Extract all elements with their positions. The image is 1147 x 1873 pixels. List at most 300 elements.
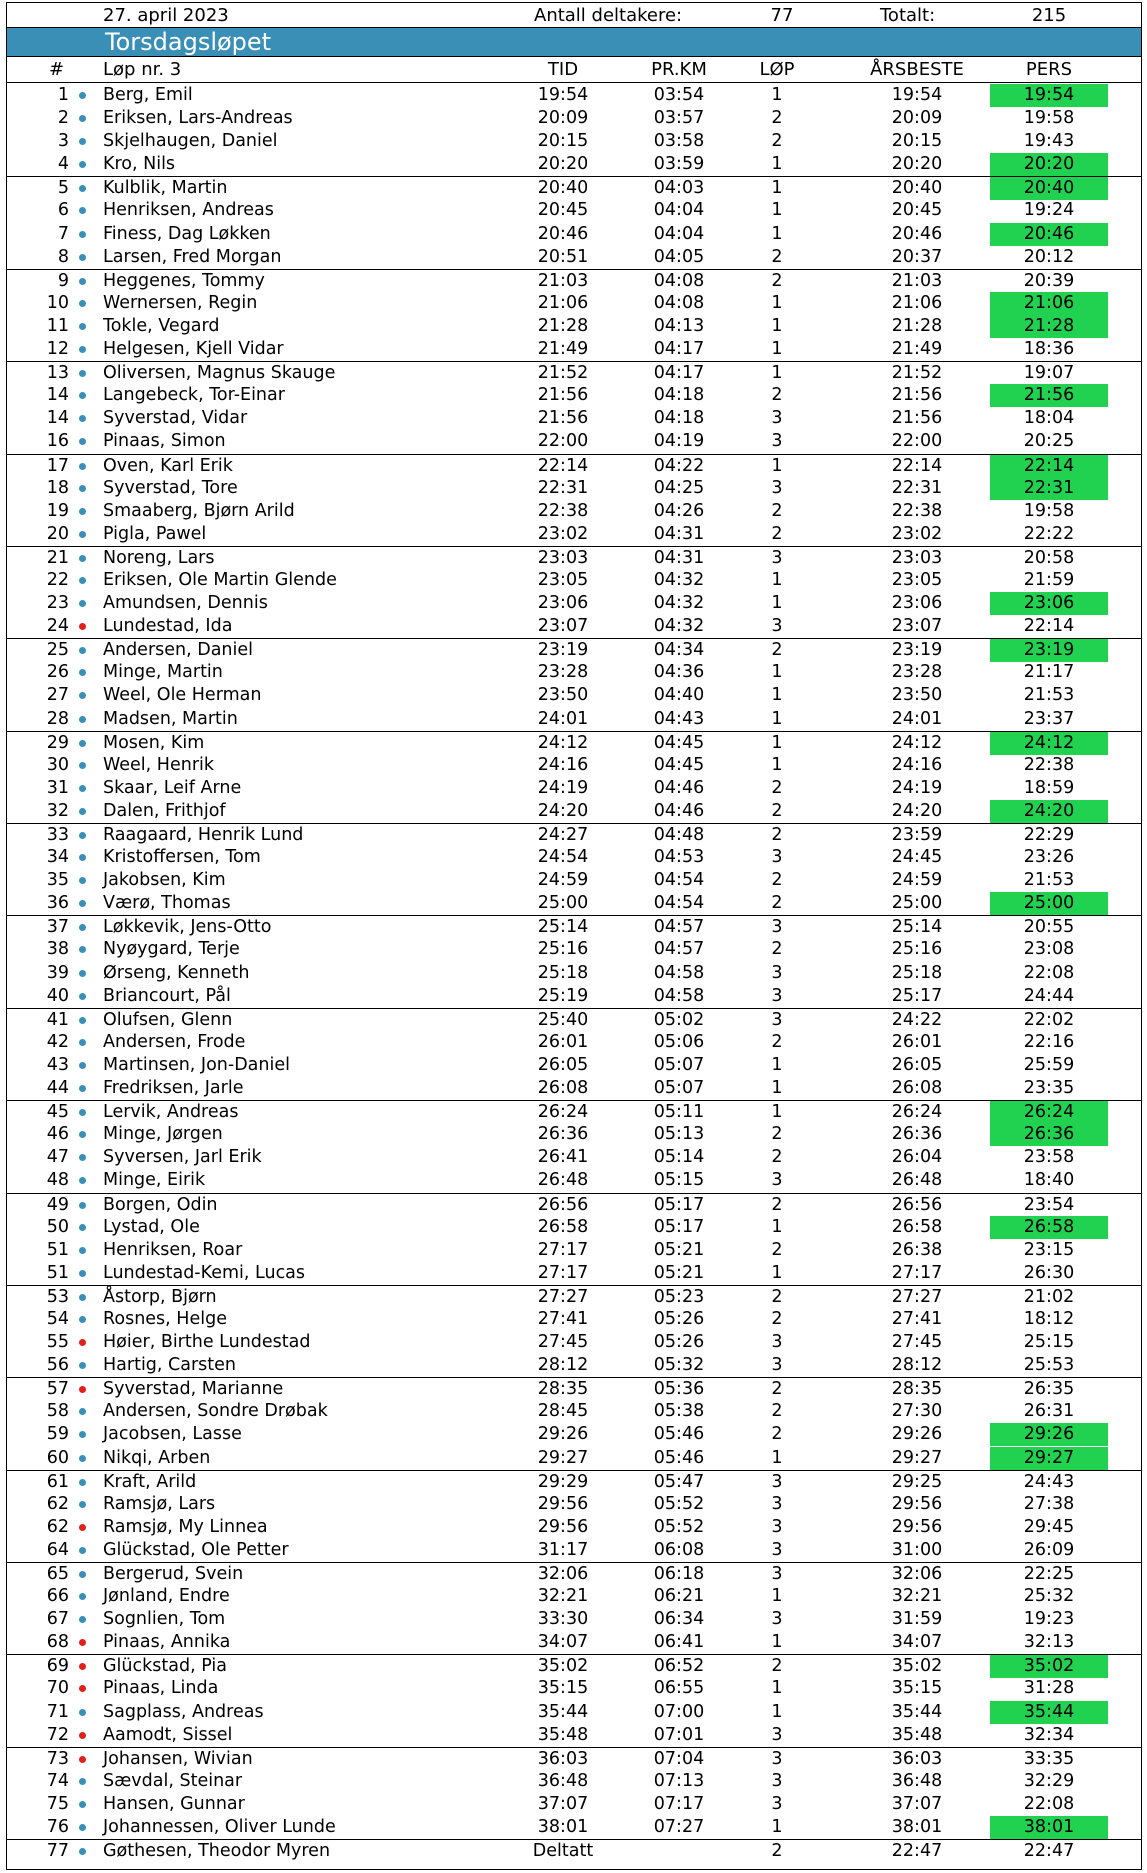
table-row: [7, 430, 1141, 453]
status-dot-icon: [79, 415, 86, 422]
season-best-cell: 24:45: [891, 847, 943, 868]
season-best-cell: 27:17: [891, 1262, 943, 1283]
time-cell: 22:31: [537, 477, 589, 498]
col-pers-header: PERS: [1025, 59, 1073, 80]
rank-cell: 22: [46, 569, 69, 590]
table-row: [7, 1654, 1141, 1677]
pace-cell: 06:08: [653, 1539, 705, 1560]
status-dot-icon: [79, 392, 86, 399]
status-dot-icon: [79, 1154, 86, 1161]
table-row: [7, 985, 1141, 1008]
rank-cell: 70: [46, 1678, 69, 1699]
page-title: Torsdagsløpet: [105, 28, 272, 56]
time-cell: 27:41: [537, 1308, 589, 1329]
time-cell: 27:17: [537, 1262, 589, 1283]
status-dot-icon: [79, 508, 86, 515]
pace-cell: 06:41: [653, 1632, 705, 1653]
season-best-cell: 29:56: [891, 1516, 943, 1537]
personal-best-cell: 26:35: [1023, 1379, 1075, 1400]
season-best-cell: 23:19: [891, 640, 943, 661]
time-cell: 20:09: [537, 108, 589, 129]
time-cell: 21:03: [537, 270, 589, 291]
personal-best-cell: 19:43: [1023, 131, 1075, 152]
lop-cell: 2: [771, 939, 783, 960]
season-best-cell: 21:56: [891, 385, 943, 406]
lop-cell: 3: [771, 1770, 783, 1791]
personal-best-cell: 19:24: [1023, 200, 1075, 221]
name-cell: Weel, Ole Herman: [103, 685, 262, 706]
name-cell: Henriksen, Andreas: [103, 200, 274, 221]
personal-best-cell: 20:55: [1023, 917, 1075, 938]
name-cell: Oliversen, Magnus Skauge: [103, 363, 336, 384]
lop-cell: 3: [771, 962, 783, 983]
season-best-cell: 29:56: [891, 1493, 943, 1514]
pace-cell: 05:11: [653, 1102, 705, 1123]
rank-cell: 67: [46, 1609, 69, 1630]
season-best-cell: 35:15: [891, 1678, 943, 1699]
name-cell: Amundsen, Dennis: [103, 593, 268, 614]
lop-cell: 1: [771, 292, 783, 313]
personal-best-cell: 24:43: [1023, 1471, 1075, 1492]
pace-cell: 04:58: [653, 962, 705, 983]
status-dot-icon: [79, 946, 86, 953]
name-cell: Lervik, Andreas: [103, 1102, 239, 1123]
lop-cell: 3: [771, 1332, 783, 1353]
rank-cell: 60: [46, 1447, 69, 1468]
table-row: [7, 1423, 1141, 1446]
season-best-cell: 25:17: [891, 985, 943, 1006]
time-cell: 21:56: [537, 408, 589, 429]
status-dot-icon: [79, 231, 86, 238]
personal-best-cell: 20:12: [1023, 246, 1075, 267]
name-cell: Andersen, Sondre Drøbak: [103, 1401, 328, 1422]
table-row: [7, 708, 1141, 731]
personal-best-cell: 21:56: [990, 384, 1108, 407]
status-dot-icon: [79, 716, 86, 723]
lop-cell: 2: [771, 131, 783, 152]
status-dot-icon: [79, 1547, 86, 1554]
personal-best-cell: 23:19: [990, 639, 1108, 662]
time-cell: 26:01: [537, 1031, 589, 1052]
pace-cell: 05:46: [653, 1424, 705, 1445]
total-count: 215: [1031, 5, 1067, 26]
status-dot-icon: [79, 970, 86, 977]
rank-cell: 27: [46, 685, 69, 706]
rank-cell: 20: [46, 523, 69, 544]
rank-cell: 10: [46, 292, 69, 313]
status-dot-icon: [79, 115, 86, 122]
pace-cell: 04:57: [653, 917, 705, 938]
lop-cell: 1: [771, 1701, 783, 1722]
status-dot-icon: [79, 254, 86, 261]
table-row: [7, 684, 1141, 707]
pace-cell: 05:32: [653, 1355, 705, 1376]
time-cell: 26:36: [537, 1124, 589, 1145]
time-cell: 23:02: [537, 523, 589, 544]
table-row: [7, 1031, 1141, 1054]
lop-cell: 1: [771, 1054, 783, 1075]
season-best-cell: 20:40: [891, 178, 943, 199]
season-best-cell: 29:27: [891, 1447, 943, 1468]
table-row: [7, 1539, 1141, 1562]
lop-cell: 1: [771, 455, 783, 476]
pace-cell: 04:48: [653, 825, 705, 845]
time-cell: 24:27: [537, 825, 589, 845]
status-dot-icon: [79, 161, 86, 168]
pace-cell: 04:54: [653, 893, 705, 914]
season-best-cell: 23:03: [891, 547, 943, 568]
rank-cell: 8: [57, 246, 69, 267]
personal-best-cell: 25:53: [1023, 1355, 1075, 1376]
status-dot-icon: [79, 531, 86, 538]
personal-best-cell: 26:31: [1023, 1401, 1075, 1422]
col-best-header: ÅRSBESTE: [870, 59, 964, 80]
table-row: [7, 1608, 1141, 1631]
status-dot-icon: [79, 438, 86, 445]
rank-cell: 30: [46, 754, 69, 775]
lop-cell: 2: [771, 1424, 783, 1445]
lop-cell: 1: [771, 662, 783, 683]
lop-cell: 2: [771, 777, 783, 798]
status-dot-icon: [79, 1709, 86, 1716]
table-row: [7, 846, 1141, 869]
rank-cell: 66: [46, 1586, 69, 1607]
season-best-cell: 32:21: [891, 1586, 943, 1607]
pace-cell: 04:32: [653, 569, 705, 590]
time-cell: 24:16: [537, 754, 589, 775]
lop-cell: 3: [771, 1564, 783, 1584]
name-cell: Raagaard, Henrik Lund: [103, 825, 304, 845]
time-cell: 23:05: [537, 569, 589, 590]
time-cell: 26:56: [537, 1194, 589, 1215]
season-best-cell: 21:49: [891, 339, 943, 360]
season-best-cell: 24:16: [891, 754, 943, 775]
time-cell: 26:05: [537, 1054, 589, 1075]
personal-best-cell: 38:01: [990, 1816, 1108, 1839]
season-best-cell: 29:25: [891, 1471, 943, 1492]
table-row: [7, 1839, 1141, 1862]
lop-cell: 3: [771, 408, 783, 429]
lop-cell: 1: [771, 85, 783, 105]
table-row: [7, 1216, 1141, 1239]
name-cell: Syverstad, Tore: [103, 477, 238, 498]
status-dot-icon: [79, 877, 86, 884]
personal-best-cell: 25:59: [1023, 1054, 1075, 1075]
rank-cell: 12: [46, 339, 69, 360]
table-row: [7, 1123, 1141, 1146]
status-dot-icon: [79, 993, 86, 1000]
pace-cell: 05:15: [653, 1170, 705, 1191]
pace-cell: 04:13: [653, 315, 705, 336]
table-row: [7, 754, 1141, 777]
personal-best-cell: 19:58: [1023, 500, 1075, 521]
name-cell: Heggenes, Tommy: [103, 270, 265, 291]
rank-cell: 14: [46, 408, 69, 429]
season-best-cell: 23:50: [891, 685, 943, 706]
table-row: [7, 1770, 1141, 1793]
status-dot-icon: [79, 1202, 86, 1209]
table-row: [7, 315, 1141, 338]
time-cell: 29:27: [537, 1447, 589, 1468]
personal-best-cell: 19:58: [1023, 108, 1075, 129]
name-cell: Nyøygard, Terje: [103, 939, 240, 960]
season-best-cell: 25:18: [891, 962, 943, 983]
col-lop-header: LØP: [759, 59, 795, 80]
name-cell: Jønland, Endre: [103, 1586, 230, 1607]
rank-cell: 19: [46, 500, 69, 521]
rank-cell: 47: [46, 1147, 69, 1168]
personal-best-cell: 19:23: [1023, 1609, 1075, 1630]
name-cell: Martinsen, Jon-Daniel: [103, 1054, 290, 1075]
table-row: [7, 869, 1141, 892]
pace-cell: 04:25: [653, 477, 705, 498]
name-cell: Fredriksen, Jarle: [103, 1078, 244, 1099]
time-cell: 24:54: [537, 847, 589, 868]
status-dot-icon: [79, 185, 86, 192]
name-cell: Pinaas, Linda: [103, 1678, 219, 1699]
status-dot-icon: [79, 1685, 86, 1692]
table-row: [7, 1516, 1141, 1539]
pace-cell: 04:04: [653, 223, 705, 244]
rank-cell: 37: [46, 917, 69, 938]
personal-best-cell: 21:53: [1023, 685, 1075, 706]
table-row: [7, 523, 1141, 546]
table-row: [7, 292, 1141, 315]
table-row: [7, 1701, 1141, 1724]
lop-cell: 3: [771, 1793, 783, 1814]
rank-cell: 54: [46, 1308, 69, 1329]
status-dot-icon: [79, 1663, 86, 1670]
rank-cell: 77: [46, 1841, 69, 1862]
table-row: [7, 130, 1141, 153]
personal-best-cell: 25:32: [1023, 1586, 1075, 1607]
name-cell: Bergerud, Svein: [103, 1564, 244, 1584]
time-cell: 28:12: [537, 1355, 589, 1376]
time-cell: 23:03: [537, 547, 589, 568]
race-number: Løp nr. 3: [103, 59, 182, 80]
rank-cell: 38: [46, 939, 69, 960]
lop-cell: 1: [771, 178, 783, 199]
time-cell: 26:41: [537, 1147, 589, 1168]
lop-cell: 3: [771, 1009, 783, 1030]
pace-cell: 04:32: [653, 616, 705, 637]
status-dot-icon: [79, 669, 86, 676]
lop-cell: 1: [771, 593, 783, 614]
lop-cell: 3: [771, 1539, 783, 1560]
season-best-cell: 20:46: [891, 223, 943, 244]
time-cell: 29:26: [537, 1424, 589, 1445]
lop-cell: 2: [771, 523, 783, 544]
name-cell: Andersen, Frode: [103, 1031, 246, 1052]
rank-cell: 9: [57, 270, 69, 291]
lop-cell: 2: [771, 385, 783, 406]
season-best-cell: 27:45: [891, 1332, 943, 1353]
name-cell: Ramsjø, My Linnea: [103, 1516, 268, 1537]
rank-cell: 32: [46, 800, 69, 821]
name-cell: Eriksen, Ole Martin Glende: [103, 569, 337, 590]
personal-best-cell: 22:14: [1023, 616, 1075, 637]
personal-best-cell: 35:02: [990, 1655, 1108, 1678]
table-row: [7, 1077, 1141, 1100]
time-cell: 35:02: [537, 1656, 589, 1677]
lop-cell: 2: [771, 800, 783, 821]
name-cell: Sagplass, Andreas: [103, 1701, 264, 1722]
personal-best-cell: 20:46: [990, 223, 1108, 246]
personal-best-cell: 22:08: [1023, 962, 1075, 983]
table-row: [7, 1562, 1141, 1585]
name-cell: Dalen, Frithjof: [103, 800, 226, 821]
season-best-cell: 36:03: [891, 1748, 943, 1769]
personal-best-cell: 24:44: [1023, 985, 1075, 1006]
time-cell: 21:49: [537, 339, 589, 360]
table-row: [7, 1169, 1141, 1192]
rank-cell: 58: [46, 1401, 69, 1422]
season-best-cell: 26:04: [891, 1147, 943, 1168]
lop-cell: 1: [771, 754, 783, 775]
pace-cell: 04:57: [653, 939, 705, 960]
col-time-header: TID: [547, 59, 579, 80]
status-dot-icon: [79, 1848, 86, 1855]
pace-cell: 04:08: [653, 292, 705, 313]
table-row: [7, 107, 1141, 130]
status-dot-icon: [79, 1501, 86, 1508]
pace-cell: 04:18: [653, 408, 705, 429]
time-cell: 35:44: [537, 1701, 589, 1722]
name-cell: Tokle, Vegard: [103, 315, 220, 336]
personal-best-cell: 33:35: [1023, 1748, 1075, 1769]
lop-cell: 1: [771, 154, 783, 175]
lop-cell: 1: [771, 1586, 783, 1607]
time-cell: 28:45: [537, 1401, 589, 1422]
name-cell: Pinaas, Annika: [103, 1632, 231, 1653]
status-dot-icon: [79, 346, 86, 353]
rank-cell: 74: [46, 1770, 69, 1791]
table-row: [7, 246, 1141, 269]
time-cell: 32:06: [537, 1564, 589, 1584]
name-cell: Johannessen, Oliver Lunde: [103, 1817, 336, 1838]
title-bar: [7, 27, 1141, 57]
rank-cell: 33: [46, 825, 69, 845]
name-cell: Rosnes, Helge: [103, 1308, 227, 1329]
table-row: [7, 1193, 1141, 1216]
time-cell: 22:00: [537, 431, 589, 452]
season-best-cell: 35:44: [891, 1701, 943, 1722]
status-dot-icon: [79, 577, 86, 584]
time-cell: 23:50: [537, 685, 589, 706]
season-best-cell: 35:02: [891, 1656, 943, 1677]
rank-cell: 3: [57, 131, 69, 152]
season-best-cell: 22:38: [891, 500, 943, 521]
season-best-cell: 21:06: [891, 292, 943, 313]
status-dot-icon: [79, 1017, 86, 1024]
name-cell: Glückstad, Pia: [103, 1656, 227, 1677]
time-cell: 26:08: [537, 1078, 589, 1099]
time-cell: 29:56: [537, 1516, 589, 1537]
lop-cell: 1: [771, 569, 783, 590]
time-cell: 23:19: [537, 640, 589, 661]
season-best-cell: 24:22: [891, 1009, 943, 1030]
season-best-cell: 23:59: [891, 825, 943, 845]
time-cell: 36:03: [537, 1748, 589, 1769]
season-best-cell: 24:20: [891, 800, 943, 821]
rank-cell: 25: [46, 640, 69, 661]
table-row: [7, 1631, 1141, 1654]
season-best-cell: 31:00: [891, 1539, 943, 1560]
lop-cell: 2: [771, 1841, 783, 1862]
name-cell: Løkkevik, Jens-Otto: [103, 917, 272, 938]
table-row: [7, 1447, 1141, 1470]
name-cell: Kraft, Arild: [103, 1471, 197, 1492]
name-cell: Eriksen, Lars-Andreas: [103, 108, 293, 129]
table-row: [7, 1239, 1141, 1262]
lop-cell: 2: [771, 1379, 783, 1400]
season-best-cell: 27:27: [891, 1286, 943, 1307]
season-best-cell: 28:12: [891, 1355, 943, 1376]
table-row: [7, 84, 1141, 107]
lop-cell: 2: [771, 246, 783, 267]
season-best-cell: 31:59: [891, 1609, 943, 1630]
pace-cell: 05:47: [653, 1471, 705, 1492]
lop-cell: 2: [771, 1239, 783, 1260]
time-cell: 22:14: [537, 455, 589, 476]
lop-cell: 1: [771, 1102, 783, 1123]
rank-cell: 28: [46, 708, 69, 729]
pace-cell: 04:03: [653, 178, 705, 199]
season-best-cell: 22:14: [891, 455, 943, 476]
personal-best-cell: 20:20: [990, 153, 1108, 176]
season-best-cell: 29:26: [891, 1424, 943, 1445]
rank-cell: 49: [46, 1194, 69, 1215]
info-row: [7, 3, 1141, 27]
personal-best-cell: 22:25: [1023, 1564, 1075, 1584]
status-dot-icon: [79, 1362, 86, 1369]
personal-best-cell: 29:45: [1023, 1516, 1075, 1537]
time-cell: Deltatt: [532, 1841, 594, 1862]
name-cell: Syverstad, Vidar: [103, 408, 248, 429]
pace-cell: 07:04: [653, 1748, 705, 1769]
name-cell: Nikqi, Arben: [103, 1447, 211, 1468]
season-best-cell: 26:05: [891, 1054, 943, 1075]
time-cell: 26:24: [537, 1102, 589, 1123]
status-dot-icon: [79, 832, 86, 839]
lop-cell: 2: [771, 1147, 783, 1168]
table-row: [7, 638, 1141, 661]
name-cell: Finess, Dag Løkken: [103, 223, 271, 244]
results-table: [7, 84, 1141, 1862]
lop-cell: 2: [771, 1124, 783, 1145]
status-dot-icon: [79, 623, 86, 630]
time-cell: 32:21: [537, 1586, 589, 1607]
status-dot-icon: [79, 854, 86, 861]
pace-cell: 04:31: [653, 547, 705, 568]
lop-cell: 3: [771, 616, 783, 637]
time-cell: 25:18: [537, 962, 589, 983]
lop-cell: 2: [771, 500, 783, 521]
personal-best-cell: 18:59: [1023, 777, 1075, 798]
rank-cell: 4: [57, 154, 69, 175]
participants-count: 77: [770, 5, 794, 26]
lop-cell: 3: [771, 1355, 783, 1376]
name-cell: Lystad, Ole: [103, 1216, 200, 1237]
table-row: [7, 338, 1141, 361]
name-cell: Gøthesen, Theodor Myren: [103, 1841, 331, 1862]
rank-cell: 24: [46, 616, 69, 637]
table-row: [7, 823, 1141, 846]
pace-cell: 05:14: [653, 1147, 705, 1168]
rank-cell: 5: [57, 178, 69, 199]
status-dot-icon: [79, 1247, 86, 1254]
personal-best-cell: 20:58: [1023, 547, 1075, 568]
